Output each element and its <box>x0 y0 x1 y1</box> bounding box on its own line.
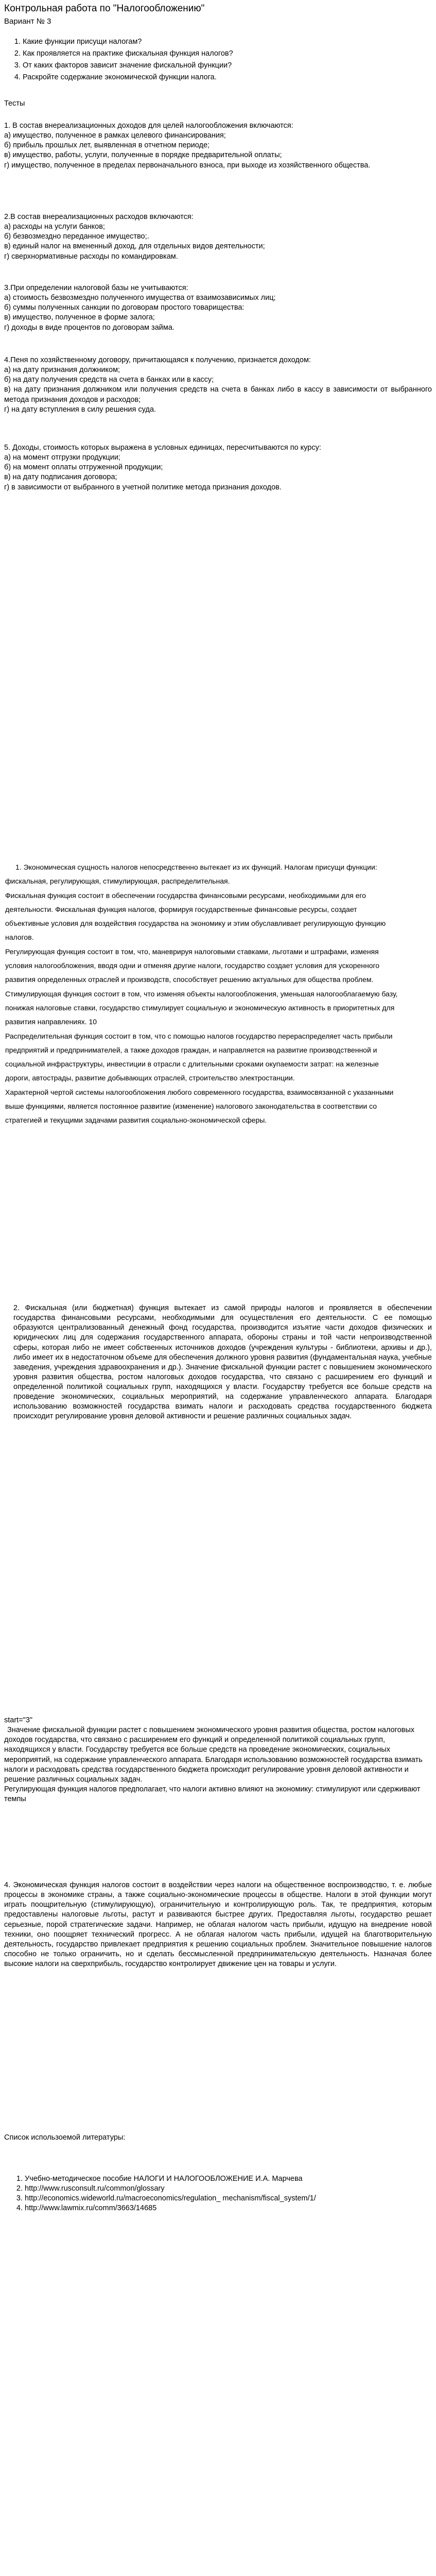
test-option: в) на дату признания должником или получения средств на счета в банках либо в кассу в зависимости от выбранного метода признания доходов и расходов; <box>4 385 432 404</box>
literature-heading: Список использоемой литературы: <box>4 2133 126 2142</box>
answer-3-section <box>4 1716 432 1804</box>
test-option: б) на дату получения средств на счета в банках или в кассу; <box>4 376 214 384</box>
test-block-2 <box>4 212 432 262</box>
test-option: в) имущество, работы, услуги, полученные в порядке предварительной оплаты; <box>4 151 282 160</box>
tests-heading: Тесты <box>4 99 25 108</box>
test-block-1 <box>4 121 432 171</box>
test-option: б) безвозмездно переданное имущество;. <box>4 232 149 241</box>
test-option: б) на момент оплаты отгруженной продукции; <box>4 463 163 472</box>
literature-list <box>4 2174 432 2214</box>
test-option: в) имущество, полученное в форме залога; <box>4 313 155 322</box>
question-item: 4. Раскройте содержание экономической функции налога. <box>23 73 432 82</box>
literature-item: 3. http://economics.wideworld.ru/macroeconomics/regulation_ mechanism/fiscal_system/1/ <box>25 2194 432 2204</box>
test-option: а) на момент отгрузки продукции; <box>4 453 120 462</box>
answer-paragraph: 2. Фискальная (или бюджетная) функция вытекает из самой природы налогов и проявляется в обеспечении государства финансовыми ресурсами, необходимыми для осуществления его деятельности. С ее помощью образуются централизованный денежный фонд государства, производится изъятие части доходов физических и юридических лиц для содержания государственного аппарата, обороны страны и той части непроизводственной сферы, которая либо не имеет собственных источников доходов (учреждения культуры - библиотеки, архивы и др.), либо имеет их в недостаточном объеме для обеспечения должного уровня развития (фундаментальная наука, учебные заведения, учреждения здравоохранения и др.). Значение фискальной функции растет с повышением экономического уровня развития общества, ростом налоговых доходов государства, что связано с расширением его функций и определенной политикой социальных групп, находящихся у власти. Государству требуется все больше средств на проведение экономических, социальных мероприятий, на содержание управленческого аппарата. Благодаря использованию возможностей государства взимать налоги и расходовать средства государственного бюджета происходит регулирование уровня деловой активности и решение различных социальных задач. <box>13 1304 432 1421</box>
answer-1-section <box>5 860 400 1128</box>
answer-paragraph: Регулирующая функция состоит в том, что, маневрируя налоговыми ставками, льготами и штрафами, изменяя условия налогообложения, вводя одни и отменяя другие налоги, государство создает условия для ускоренного развития определенных отраслей и производств, способствует решению актуальных для общества проблем. <box>5 947 380 984</box>
test-option: б) суммы полученных санкции по договорам простого товарищества: <box>4 303 245 312</box>
test-question: 4.Пеня по хозяйственному договору, причитающаяся к получению, признается доходом: <box>4 356 311 364</box>
list-start-marker: start="3" <box>4 1716 33 1724</box>
test-block-4 <box>4 355 432 415</box>
literature-item: 2. http://www.rusconsult.ru/common/glossary <box>25 2184 432 2194</box>
answer-paragraph: Распределительная функция состоит в том, что с помощью налогов государство перераспределяет часть прибыли предприятий и предпринимателей, а также доходов граждан, и направляется на развитие производственной и социальной инфраструктуры, инвестиции в отрасли с длительными сроками окупаемости затрат: на железные дороги, автострады, развитие добывающих отраслей, строительство электростанции. <box>5 1031 393 1082</box>
test-option: а) стоимость безвозмездно полученного имущества от взаимозависимых лиц; <box>4 294 276 302</box>
answer-4-section <box>4 1880 432 1969</box>
question-item: 1. Какие функции присущи налогам? <box>23 37 432 47</box>
test-question: 3.При определении налоговой базы не учитываются: <box>4 284 188 292</box>
test-option: б) прибыль прошлых лет, выявленная в отчетном периоде; <box>4 141 210 150</box>
answer-paragraph: 1. Экономическая сущность налогов непосредственно вытекает из их функций. Налогам присущи функции: фискальная, регулирующая, стимулирующая, распределительная. <box>5 863 377 886</box>
answer-paragraph: Характерной чертой системы налогообложения любого современного государства, взаимосвязанной с указанными выше функциями, является постоянное развитие (изменение) налогового законодательства в соответствии со стратегией и текущими задачами развития социально-экономической сферы. <box>5 1088 394 1125</box>
answer-2-section <box>13 1303 432 1422</box>
answer-paragraph: Регулирующая функция налогов предполагает, что налоги активно влияют на экономику: стимулируют или сдерживают темпы <box>4 1785 421 1803</box>
test-option: г) на дату вступления в силу решения суда. <box>4 405 156 414</box>
questions-list <box>4 37 432 85</box>
answer-paragraph: 4. Экономическая функция налогов состоит в воздействии через налоги на общественное воспроизводство, т. е. любые процессы в экономике страны, а также социально-экономические процессы в обществе. Налоги в этой функции могут играть поощрительную (стимулирующую), ограничительную и контролирующую роль. Так, те предприятия, которым предоставлены налоговые льготы, растут и развиваются быстрее других. Предоставляя льготы, государство решает серьезные, порой стратегические задачи. Например, не облагая налогом часть прибыли, идущую на внедрение новой техники, оно поощряет технический прогресс. А не облагая налогом часть прибыли, идущей на благотворительную деятельность, государство привлекает предприятия к решению социальных проблем. Значительное повышение налогов способно не только ограничить, но и сделать бессмысленной предпринимательскую деятельность. Назначая более высокие налоги на сверхприбыль, государство контролирует движение цен на товары и услуги. <box>4 1881 432 1968</box>
answer-paragraph: Стимулирующая функция состоит в том, что изменяя объекты налогообложения, уменьшая налогооблагаемую базу, понижая налоговые ставки, государство стимулирует социальную и экономическую активность в приоритетных для развития направлениях. 10 <box>5 989 398 1026</box>
test-question: 1. В состав внереализационных доходов для целей налогообложения включаются: <box>4 122 293 130</box>
question-item: 3. От каких факторов зависит значение фискальной функции? <box>23 61 432 71</box>
test-option: г) сверхнормативные расходы по командировкам. <box>4 252 178 261</box>
test-option: г) доходы в виде процентов по договорам займа. <box>4 323 175 332</box>
test-question: 5. Доходы, стоимость которых выражена в условных единицах, пересчитываются по курсу: <box>4 444 321 452</box>
literature-item: 4. http://www.lawmix.ru/comm/3663/14685 <box>25 2204 432 2213</box>
question-item: 2. Как проявляется на практике фискальная функция налогов? <box>23 49 432 59</box>
test-option: в) на дату подписания договора; <box>4 473 117 482</box>
test-option: г) в зависимости от выбранного в учетной политике метода признания доходов. <box>4 483 282 492</box>
answer-paragraph: Фискальная функция состоит в обеспечении государства финансовыми ресурсами, необходимыми для его деятельности. Фискальная функция налогов, формируя государственные финансовые ресурсы, создает объективные условия для воздействия государства на экономику и этим обуславливает регулирующую функцию налогов. <box>5 891 386 942</box>
test-option: г) имущество, полученное в пределах первоначального взноса, при выходе из хозяйственного общества. <box>4 161 371 170</box>
test-option: а) расходы на услуги банков; <box>4 223 105 231</box>
answer-paragraph: Значение фискальной функции растет с повышением экономического уровня развития общества, ростом налоговых доходов государства, что связано с расширением его функций и определенной политикой социальных групп, находящихся у власти. Государству требуется все больше средств на проведение экономических, социальных мероприятий, на содержание управленческого аппарата. Благодаря использованию возможностей государства взимать налоги и расходовать средства государственного бюджета происходит регулирование уровня деловой активности и решение различных социальных задач. <box>4 1726 423 1784</box>
test-block-5 <box>4 443 432 493</box>
variant-label: Вариант № 3 <box>4 17 51 26</box>
test-block-3 <box>4 283 432 333</box>
document-title: Контрольная работа по "Налогообложению" <box>4 3 205 14</box>
test-option: а) имущество, полученное в рамках целевого финансирования; <box>4 131 226 140</box>
literature-item: 1. Учебно-методическое пособие НАЛОГИ И НАЛОГООБЛОЖЕНИЕ И.А. Марчева <box>25 2174 432 2184</box>
test-question: 2.В состав внереализационных расходов включаются: <box>4 213 194 221</box>
test-option: а) на дату признания должником; <box>4 366 120 375</box>
test-option: в) единый налог на вмененный доход, для отдельных видов деятельности; <box>4 242 265 251</box>
